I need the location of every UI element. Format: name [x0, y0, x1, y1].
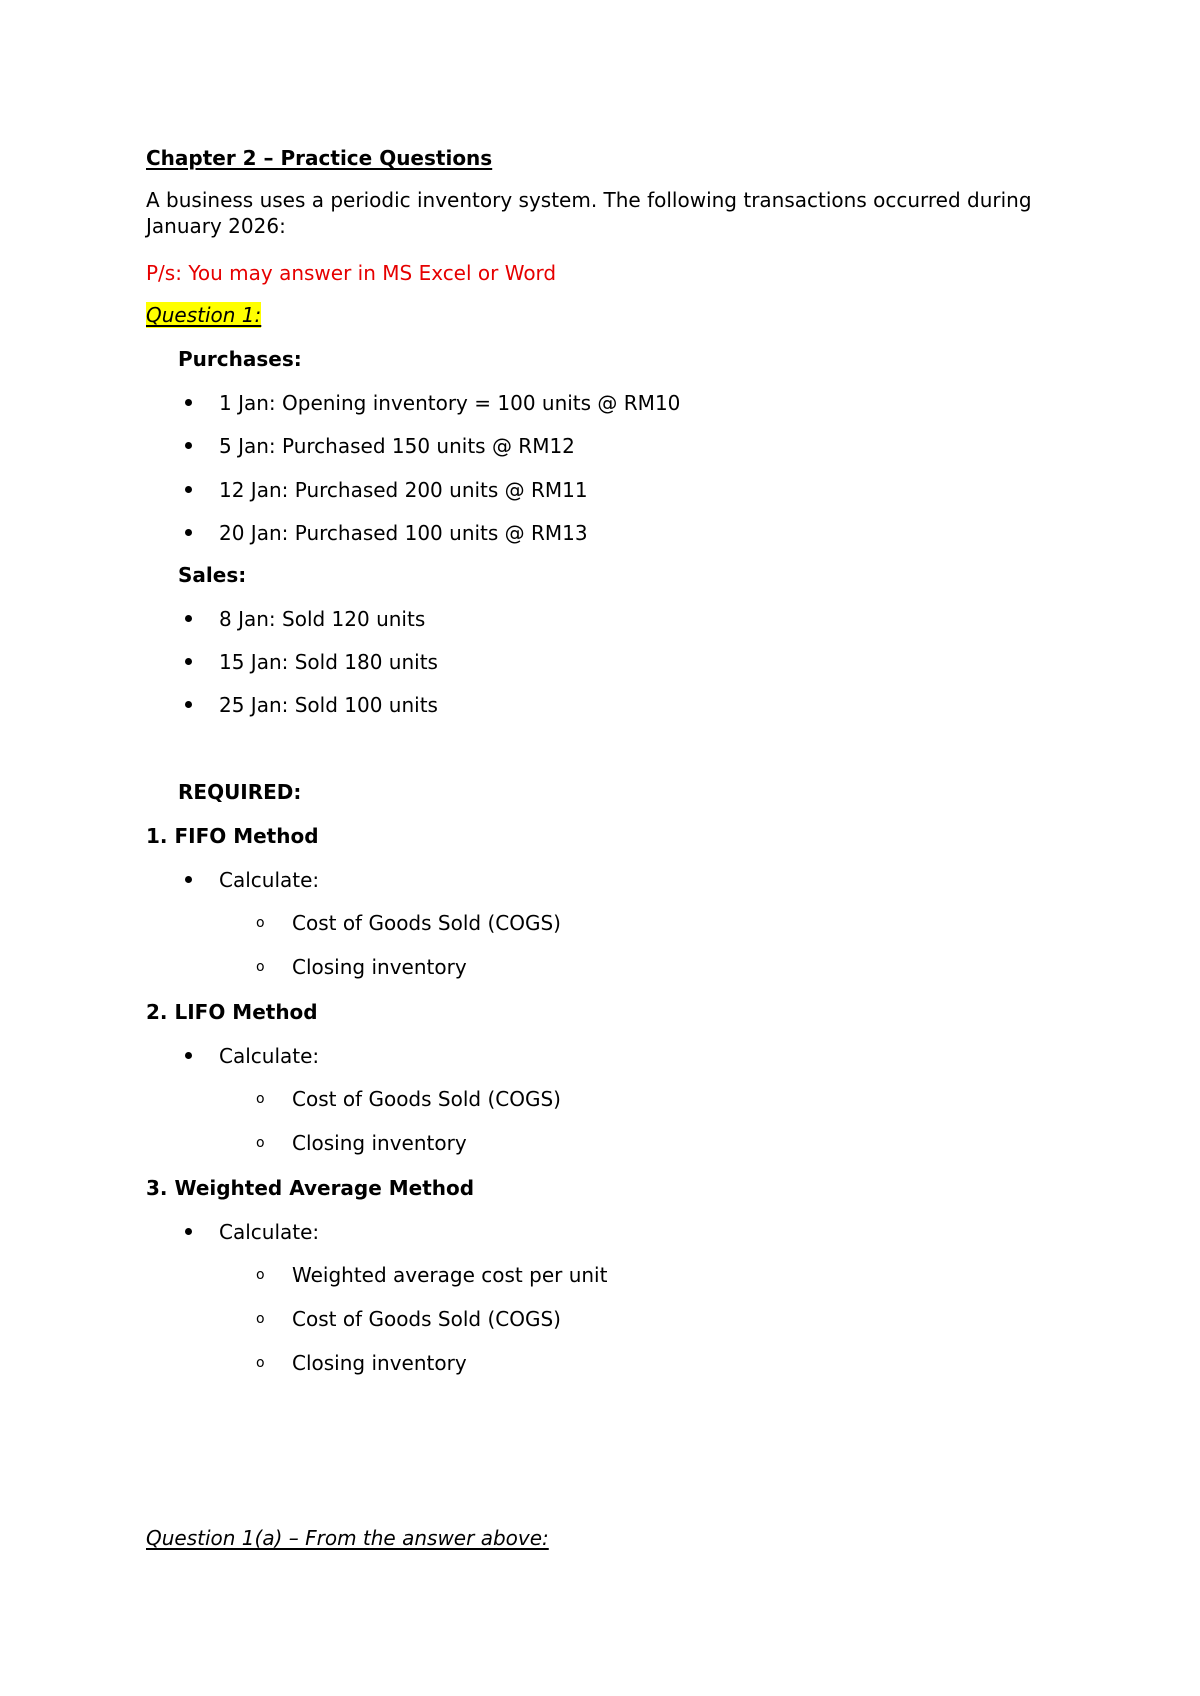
purchase-item: 5 Jan: Purchased 150 units @ RM12 [219, 434, 575, 458]
bullet-icon [185, 529, 192, 536]
weighted-average-calculate: Calculate: [219, 1220, 320, 1244]
sub-bullet-icon: o [256, 1135, 265, 1151]
page-title: Chapter 2 – Practice Questions [146, 146, 493, 170]
sale-item: 15 Jan: Sold 180 units [219, 650, 438, 674]
fifo-heading: 1. FIFO Method [146, 824, 319, 848]
fifo-item: Cost of Goods Sold (COGS) [292, 911, 561, 935]
bullet-icon [185, 876, 192, 883]
bullet-icon [185, 486, 192, 493]
bullet-icon [185, 399, 192, 406]
weighted-average-item: Cost of Goods Sold (COGS) [292, 1307, 561, 1331]
sub-bullet-icon: o [256, 1311, 265, 1327]
bullet-icon [185, 701, 192, 708]
note-text: P/s: You may answer in MS Excel or Word [146, 261, 557, 285]
sub-bullet-icon: o [256, 1091, 265, 1107]
bullet-icon [185, 658, 192, 665]
lifo-heading: 2. LIFO Method [146, 1000, 318, 1024]
intro-paragraph: A business uses a periodic inventory system. The following transactions occurred during January 2026: [146, 188, 1032, 238]
bullet-icon [185, 442, 192, 449]
sale-item: 25 Jan: Sold 100 units [219, 693, 438, 717]
required-heading: REQUIRED: [178, 780, 302, 804]
sale-item: 8 Jan: Sold 120 units [219, 607, 426, 631]
sub-bullet-icon: o [256, 915, 265, 931]
sales-heading: Sales: [178, 563, 247, 587]
purchase-item: 12 Jan: Purchased 200 units @ RM11 [219, 478, 588, 502]
purchase-item: 1 Jan: Opening inventory = 100 units @ RM10 [219, 391, 681, 415]
bullet-icon [185, 1052, 192, 1059]
sub-bullet-icon: o [256, 1355, 265, 1371]
bullet-icon [185, 1228, 192, 1235]
fifo-item: Closing inventory [292, 955, 467, 979]
weighted-average-heading: 3. Weighted Average Method [146, 1176, 475, 1200]
lifo-item: Cost of Goods Sold (COGS) [292, 1087, 561, 1111]
purchase-item: 20 Jan: Purchased 100 units @ RM13 [219, 521, 588, 545]
sub-bullet-icon: o [256, 1267, 265, 1283]
sub-bullet-icon: o [256, 959, 265, 975]
bullet-icon [185, 615, 192, 622]
lifo-item: Closing inventory [292, 1131, 467, 1155]
weighted-average-item: Weighted average cost per unit [292, 1263, 608, 1287]
purchases-heading: Purchases: [178, 347, 302, 371]
lifo-calculate: Calculate: [219, 1044, 320, 1068]
question-1a-label: Question 1(a) – From the answer above: [146, 1526, 549, 1550]
question-1-label: Question 1: [146, 303, 262, 327]
fifo-calculate: Calculate: [219, 868, 320, 892]
weighted-average-item: Closing inventory [292, 1351, 467, 1375]
